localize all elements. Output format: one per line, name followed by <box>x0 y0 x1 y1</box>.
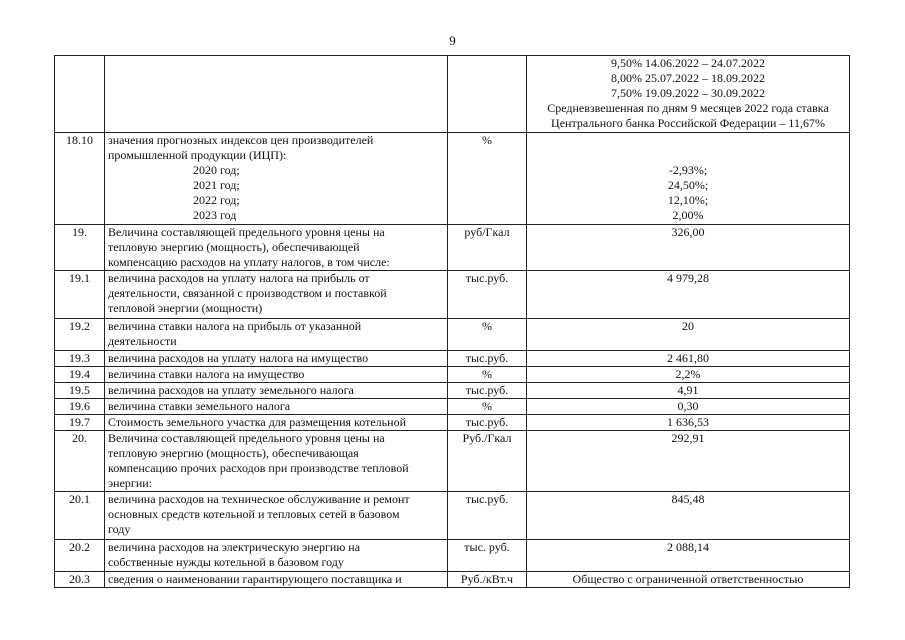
table-row <box>55 133 850 225</box>
table-row <box>55 367 850 383</box>
table-row <box>55 319 850 351</box>
table-row <box>55 271 850 319</box>
unit-cell: % <box>448 367 527 383</box>
row-number-cell: 20.1 <box>55 492 105 540</box>
value-cell: 2,2% <box>527 367 850 383</box>
value-cell: 0,30 <box>527 399 850 415</box>
row-number-cell: 19.6 <box>55 399 105 415</box>
row-number-cell: 20. <box>55 431 105 492</box>
description-line: деятельности, связанной с производством и поставкой <box>108 286 387 300</box>
row-number-cell: 19.7 <box>55 415 105 431</box>
table-row <box>55 415 850 431</box>
value-cell: 292,91 <box>527 431 850 492</box>
key-rate-line: Центрального банка Российской Федерации – 11,67% <box>551 116 825 130</box>
description-cell <box>105 351 448 367</box>
description-line: величина расходов на техническое обслуживание и ремонт <box>108 492 410 506</box>
key-rate-values-cell <box>527 56 850 133</box>
unit-cell: тыс.руб. <box>448 415 527 431</box>
table-row <box>55 351 850 367</box>
row-number-cell: 19.3 <box>55 351 105 367</box>
description-cell <box>105 367 448 383</box>
description-cell <box>105 572 448 588</box>
year-label: 2021 год; <box>193 178 240 192</box>
value-cell: 326,00 <box>527 225 850 271</box>
table-row <box>55 572 850 588</box>
description-cell <box>105 415 448 431</box>
description-cell <box>105 56 448 133</box>
description-line: тепловую энергию (мощность), обеспечивающая <box>108 446 359 460</box>
year-label: 2020 год; <box>193 163 240 177</box>
row-number-cell: 19.5 <box>55 383 105 399</box>
description-cell <box>105 225 448 271</box>
table-row <box>55 492 850 540</box>
description-line: компенсацию прочих расходов при производстве тепловой <box>108 461 409 475</box>
unit-cell <box>448 56 527 133</box>
table-row <box>55 540 850 572</box>
description-line: энергии: <box>108 476 152 490</box>
index-value: -2,93%; <box>668 163 708 177</box>
unit-cell: тыс.руб. <box>448 351 527 367</box>
unit-cell: тыс.руб. <box>448 383 527 399</box>
table-row-continued <box>55 56 850 133</box>
unit-cell: % <box>448 319 527 351</box>
table-body <box>55 56 850 588</box>
description-line: промышленной продукции (ИЦП): <box>108 148 287 162</box>
key-rate-line: Средневзвешенная по дням 9 месяцев 2022 года ставка <box>547 101 829 115</box>
description-cell <box>105 383 448 399</box>
row-number-cell: 19.4 <box>55 367 105 383</box>
description-line: тепловой энергии (мощности) <box>108 301 263 315</box>
description-line: собственные нужды котельной в базовом году <box>108 555 344 569</box>
key-rate-line: 9,50% 14.06.2022 – 24.07.2022 <box>611 56 765 70</box>
year-label: 2022 год; <box>193 193 240 207</box>
tariff-parameters-table <box>54 55 850 588</box>
row-number-cell: 19.1 <box>55 271 105 319</box>
value-spacer <box>530 133 846 148</box>
page-number: 9 <box>449 33 456 48</box>
table-row <box>55 431 850 492</box>
value-cell: 2 461,80 <box>527 351 850 367</box>
description-cell <box>105 399 448 415</box>
row-number-cell: 18.10 <box>55 133 105 225</box>
description-line: значения прогнозных индексов цен производителей <box>108 133 374 147</box>
description-line: деятельности <box>108 334 177 348</box>
value-cell: 20 <box>527 319 850 351</box>
row-number-cell <box>55 56 105 133</box>
index-value: 24,50%; <box>667 178 709 192</box>
unit-cell: тыс.руб. <box>448 271 527 319</box>
description-cell <box>105 133 448 225</box>
description-cell <box>105 492 448 540</box>
description-line: величина расходов на уплату земельного налога <box>108 383 354 397</box>
unit-cell: тыс. руб. <box>448 540 527 572</box>
description-line: Величина составляющей предельного уровня цены на <box>108 431 385 445</box>
description-line: тепловую энергию (мощность), обеспечивающей <box>108 240 360 254</box>
description-cell <box>105 431 448 492</box>
description-line: величина расходов на уплату налога на имущество <box>108 351 369 365</box>
table-row <box>55 225 850 271</box>
description-cell <box>105 540 448 572</box>
value-cell: 4 979,28 <box>527 271 850 319</box>
row-number-cell: 20.2 <box>55 540 105 572</box>
index-value: 12,10%; <box>667 193 709 207</box>
table-row <box>55 383 850 399</box>
value-cell <box>527 133 850 225</box>
description-line: Величина составляющей предельного уровня цены на <box>108 225 385 239</box>
value-spacer <box>530 148 846 163</box>
value-cell: 1 636,53 <box>527 415 850 431</box>
row-number-cell: 19. <box>55 225 105 271</box>
unit-cell: руб/Гкал <box>448 225 527 271</box>
description-line: году <box>108 522 131 536</box>
description-line: основных средств котельной и тепловых сетей в базовом <box>108 507 400 521</box>
year-label: 2023 год <box>193 208 237 222</box>
value-cell: 2 088,14 <box>527 540 850 572</box>
description-line: величина расходов на электрическую энергию на <box>108 540 361 554</box>
description-line: величина ставки налога на имущество <box>108 367 305 381</box>
unit-cell: Руб./кВт.ч <box>448 572 527 588</box>
description-line: величина расходов на уплату налога на прибыль от <box>108 271 370 285</box>
unit-cell: Руб./Гкал <box>448 431 527 492</box>
value-cell: 4,91 <box>527 383 850 399</box>
unit-cell: % <box>448 133 527 225</box>
description-cell <box>105 319 448 351</box>
value-cell: Общество с ограниченной ответственностью <box>527 572 850 588</box>
unit-cell: % <box>448 399 527 415</box>
value-cell: 845,48 <box>527 492 850 540</box>
description-line: компенсацию расходов на уплату налогов, в том числе: <box>108 255 390 269</box>
row-number-cell: 19.2 <box>55 319 105 351</box>
description-cell <box>105 271 448 319</box>
row-number-cell: 20.3 <box>55 572 105 588</box>
description-line: сведения о наименовании гарантирующего поставщика и <box>108 572 402 586</box>
description-line: величина ставки налога на прибыль от указанной <box>108 319 362 333</box>
description-line: величина ставки земельного налога <box>108 399 291 413</box>
key-rate-line: 8,00% 25.07.2022 – 18.09.2022 <box>611 71 765 85</box>
unit-cell: тыс.руб. <box>448 492 527 540</box>
table-row <box>55 399 850 415</box>
description-line: Стоимость земельного участка для размещения котельной <box>108 415 406 429</box>
index-value: 2,00% <box>672 208 704 222</box>
key-rate-line: 7,50% 19.09.2022 – 30.09.2022 <box>611 86 765 100</box>
